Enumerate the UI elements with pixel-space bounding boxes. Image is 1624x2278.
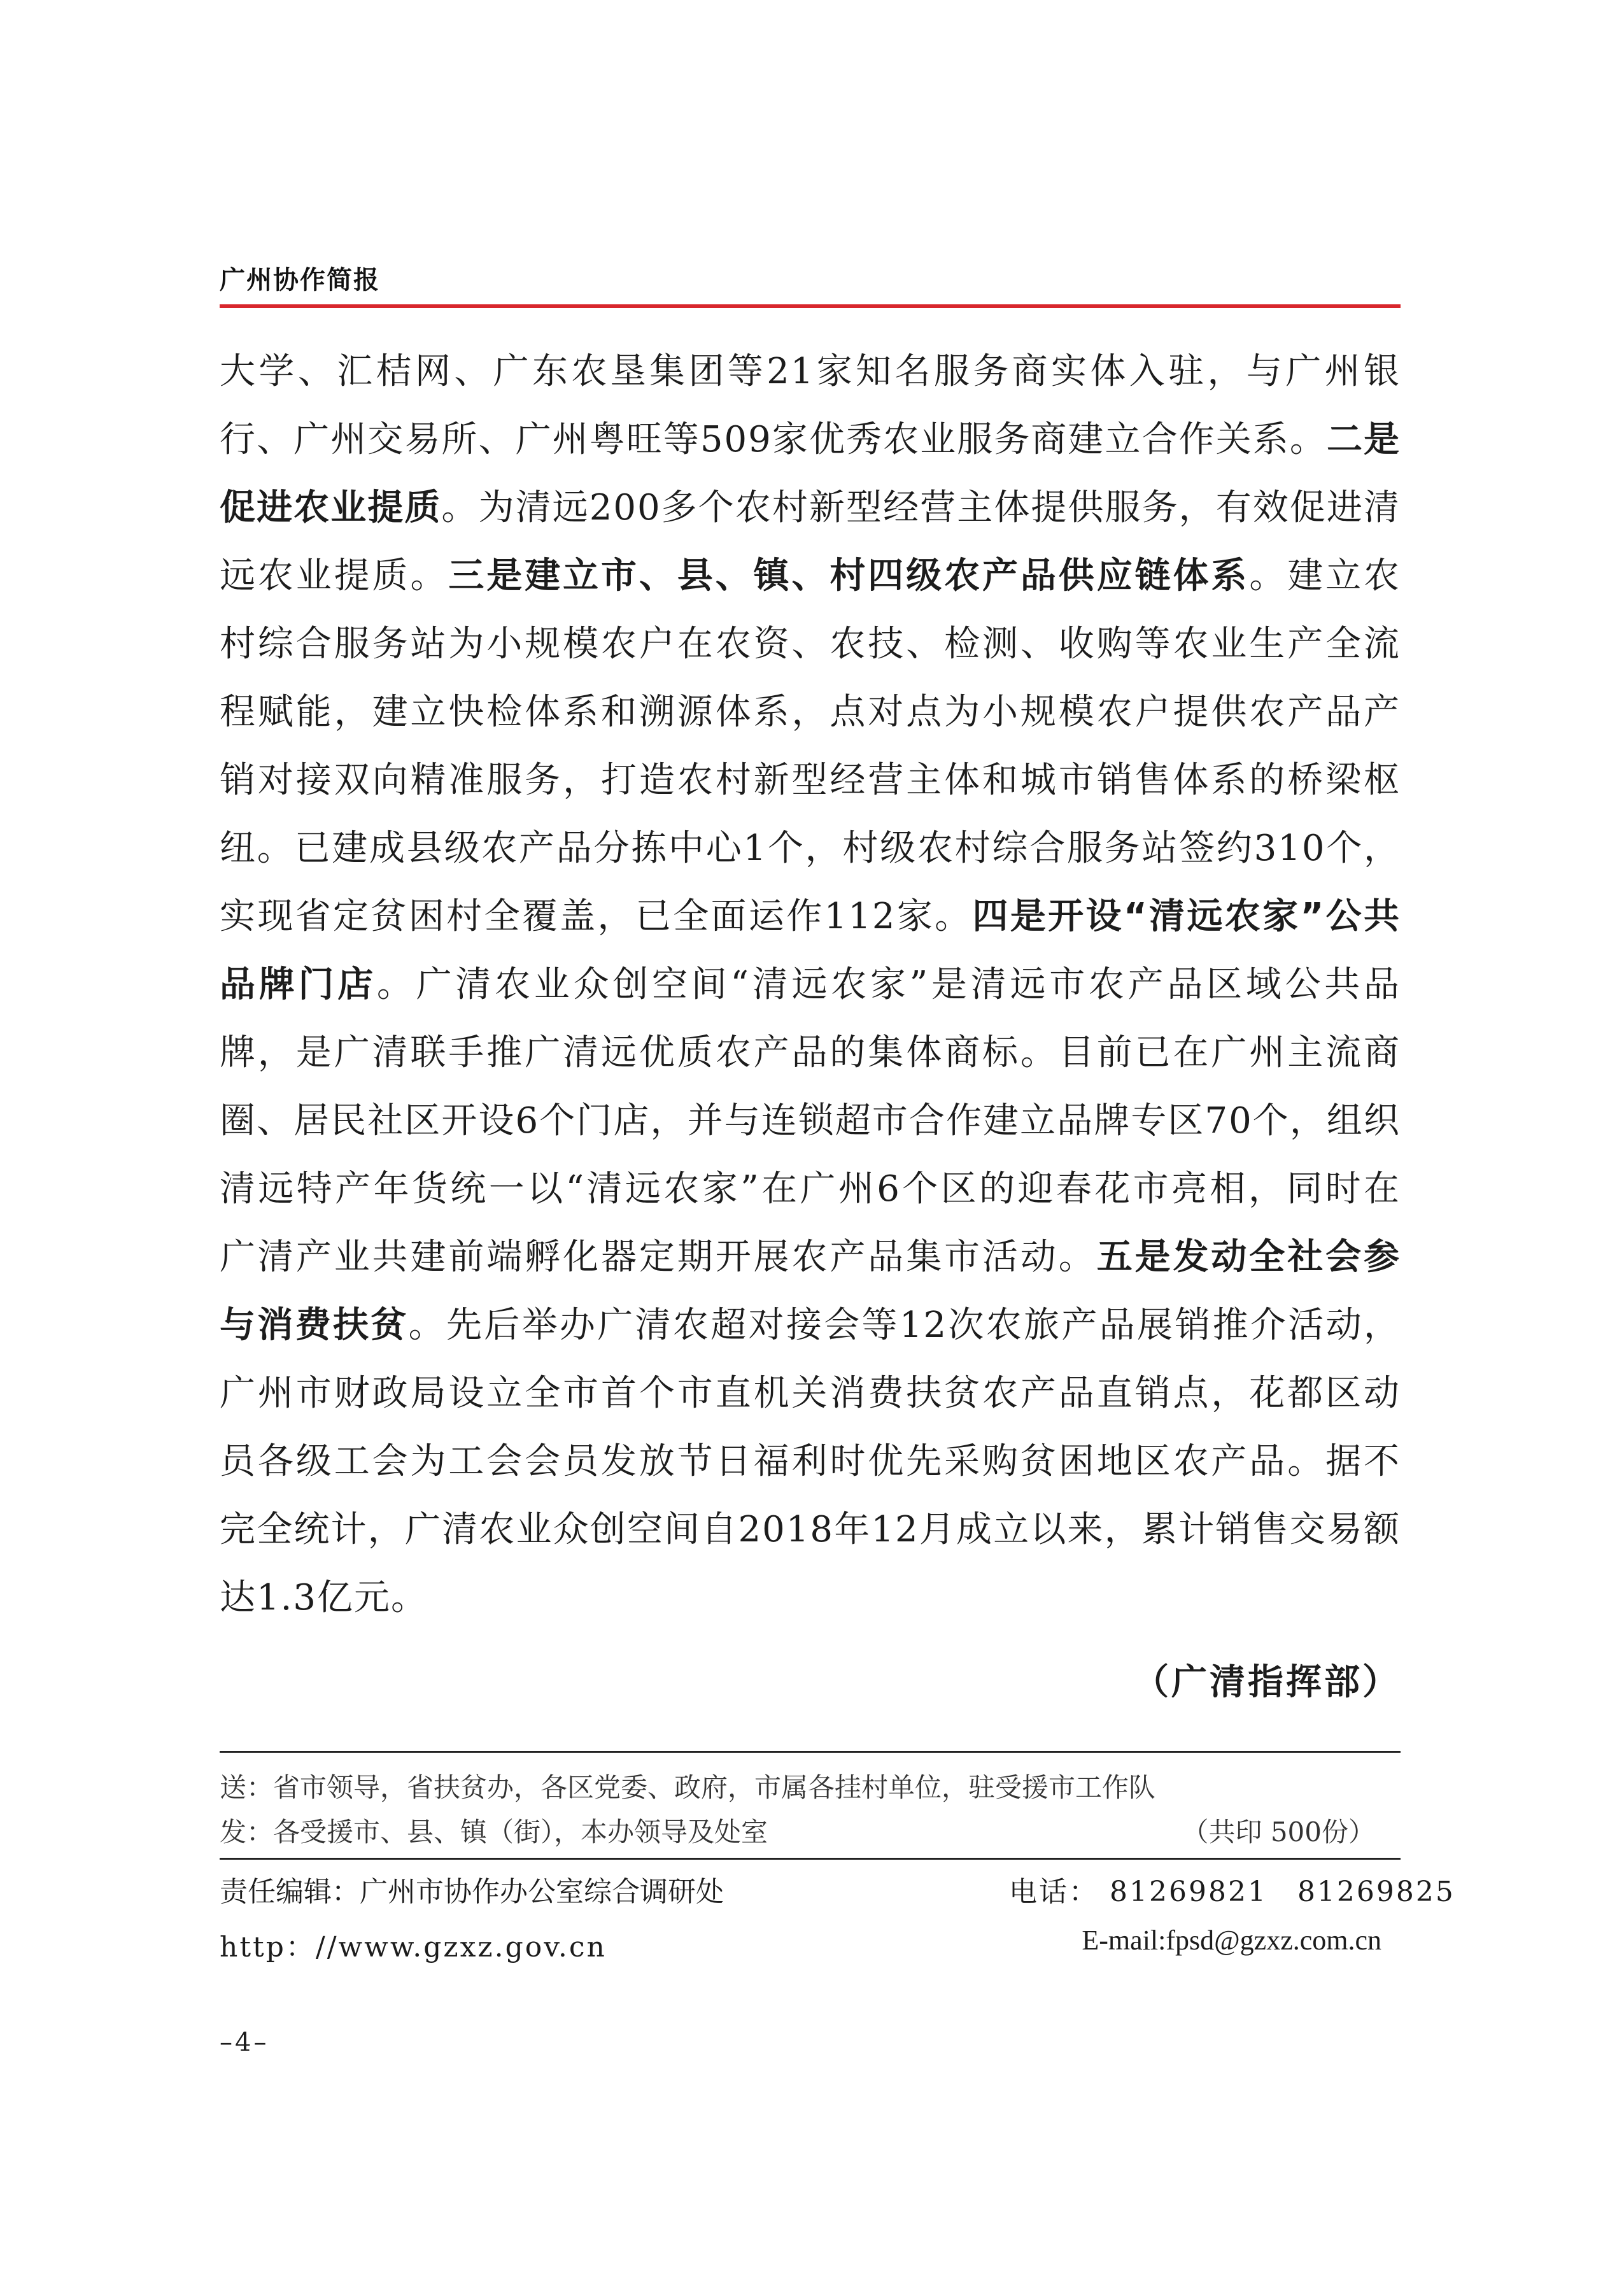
- body-line: [220, 1496, 1401, 1564]
- body-text-segment: 达1.3亿元。: [220, 1577, 428, 1618]
- body-line: [220, 1564, 1401, 1632]
- body-text-segment: 。为清远200多个农村新型经营主体提供服务，有效促进清: [441, 487, 1401, 528]
- body-text-segment: 。建立农: [1249, 555, 1401, 597]
- body-text-segment: 程赋能，建立快检体系和溯源体系，点对点为小规模农户提供农产品产: [220, 691, 1401, 733]
- body-text-segment: 销对接双向精准服务，打造农村新型经营主体和城市销售体系的桥梁枢: [220, 760, 1401, 801]
- header-red-rule: [220, 304, 1401, 308]
- footer-rule-bottom: [220, 1858, 1401, 1860]
- editor-label: 责任编辑：广州市协作办公室综合调研处: [220, 1876, 724, 1908]
- website-link[interactable]: http：//www.gzxz.gov.cn: [220, 1931, 607, 1963]
- body-line: [220, 1087, 1401, 1155]
- body-text-segment: 完全统计，广清农业众创空间自2018年12月成立以来，累计销售交易额: [220, 1509, 1401, 1550]
- emphasis-text: 品牌门店: [220, 964, 377, 1005]
- body-line: [220, 1291, 1401, 1359]
- body-line: [220, 678, 1401, 746]
- body-text-segment: 牌，是广清联手推广清远优质农产品的集体商标。目前已在广州主流商: [220, 1032, 1401, 1073]
- email-link[interactable]: E-mail:fpsd@gzxz.com.cn: [1082, 1925, 1381, 1956]
- body-line: [220, 406, 1401, 474]
- issue-to-line: [220, 1811, 1401, 1850]
- body-text-segment: 远农业提质。: [220, 555, 449, 597]
- send-to-text: 送：省市领导，省扶贫办，各区党委、政府，市属各挂村单位，驻受援市工作队: [220, 1772, 1156, 1803]
- body-line: [220, 951, 1401, 1019]
- body-text-segment: 广清产业共建前端孵化器定期开展农产品集市活动。: [220, 1236, 1097, 1278]
- footer-rule-top: [220, 1751, 1401, 1753]
- body-line: [220, 882, 1401, 951]
- copies-count: （共印 500份）: [1182, 1816, 1375, 1848]
- body-text-segment: 圈、居民社区开设6个门店，并与连锁超市合作建立品牌专区70个，组织: [220, 1100, 1401, 1142]
- body-line: [220, 542, 1401, 610]
- body-text-segment: 。先后举办广清农超对接会等12次农旅产品展销推介活动，: [408, 1305, 1401, 1346]
- editor-line: [220, 1869, 1455, 1909]
- body-text-segment: 大学、汇桔网、广东农垦集团等21家知名服务商实体入驻，与广州银: [220, 351, 1401, 392]
- body-text-segment: 实现省定贫困村全覆盖，已全面运作112家。: [220, 896, 973, 937]
- contact-line: [220, 1924, 1401, 1965]
- emphasis-text: 五是发动全社会参: [1096, 1236, 1401, 1278]
- body-text-segment: 行、广州交易所、广州粤旺等509家优秀农业服务商建立合作关系。: [220, 419, 1327, 460]
- emphasis-text: 三是建立市、县、镇、村四级农产品供应链体系: [448, 555, 1250, 597]
- body-text-segment: 广州市财政局设立全市首个市直机关消费扶贫农产品直销点，花都区动: [220, 1373, 1401, 1414]
- emphasis-text: 促进农业提质: [220, 487, 442, 528]
- signature: （广清指挥部）: [1133, 1662, 1401, 1703]
- emphasis-text: 与消费扶贫: [220, 1305, 409, 1346]
- phone-numbers: 电话： 81269821 81269825: [1009, 1876, 1455, 1908]
- body-line: [220, 1223, 1401, 1291]
- body-line: [220, 474, 1401, 542]
- emphasis-text: 四是开设“清远农家”公共: [972, 896, 1401, 937]
- body-text-segment: 清远特产年货统一以“清远农家”在广州6个区的迎春花市亮相，同时在: [220, 1168, 1401, 1210]
- send-to-line: [220, 1767, 1401, 1805]
- emphasis-text: 二是: [1326, 419, 1401, 460]
- issue-to-text: 发：各受援市、县、镇（街），本办领导及处室: [220, 1816, 768, 1848]
- page-number: –4–: [220, 2028, 269, 2057]
- body-line: [220, 610, 1401, 678]
- body-line: [220, 1427, 1401, 1496]
- body-line: [220, 1019, 1401, 1087]
- body-line: [220, 746, 1401, 814]
- body-text-segment: 。广清农业众创空间“清远农家”是清远市农产品区域公共品: [376, 964, 1401, 1005]
- body-line: [220, 814, 1401, 882]
- body-line: [220, 1155, 1401, 1223]
- article-body: [220, 337, 1401, 1632]
- body-line: [220, 337, 1401, 406]
- body-line: [220, 1359, 1401, 1427]
- bulletin-title: 广州协作简报: [220, 265, 380, 295]
- body-text-segment: 村综合服务站为小规模农户在农资、农技、检测、收购等农业生产全流: [220, 623, 1401, 665]
- body-text-segment: 员各级工会为工会会员发放节日福利时优先采购贫困地区农产品。据不: [220, 1441, 1401, 1482]
- body-text-segment: 纽。已建成县级农产品分拣中心1个，村级农村综合服务站签约310个，: [220, 828, 1401, 869]
